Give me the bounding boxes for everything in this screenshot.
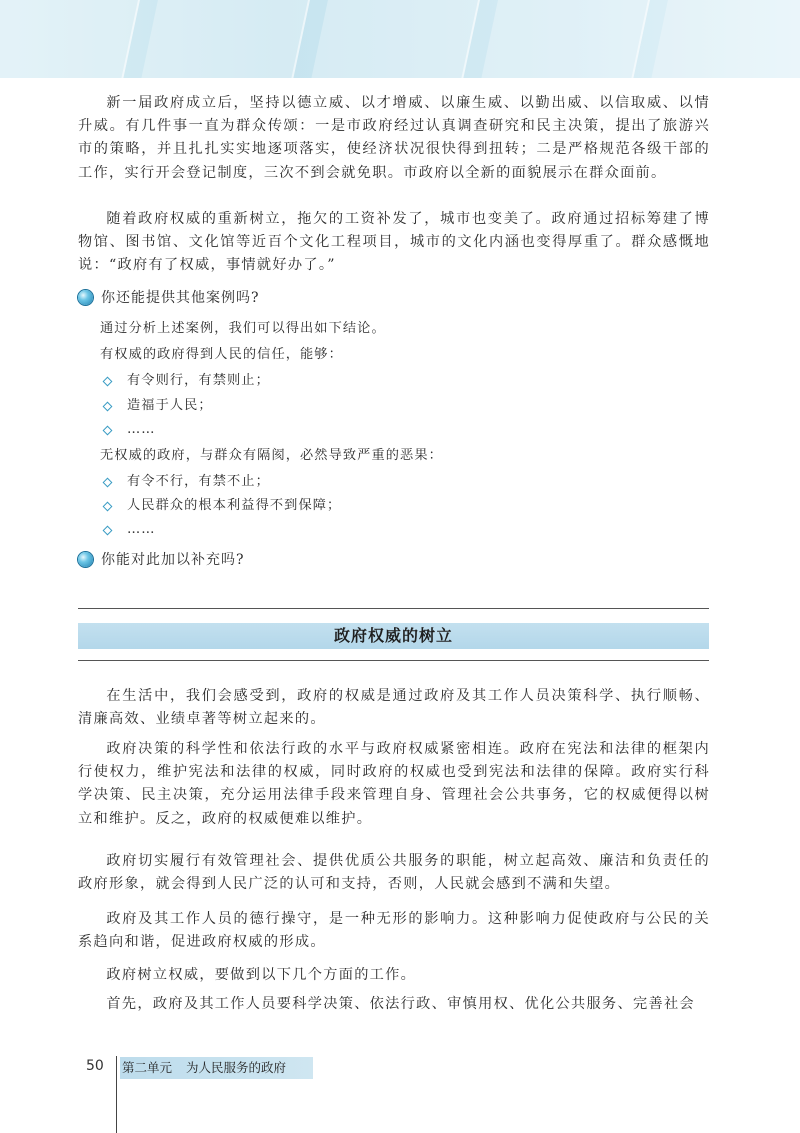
section-paragraph: 政府树立权威，要做到以下几个方面的工作。 — [106, 967, 417, 983]
case-paragraph: 随着政府权威的重新树立，拖欠的工资补发了，城市也变美了。政府通过招标筹建了博物馆、图书馆、文化馆等近百个文化工程项目，城市的文化内涵也变得厚重了。群众感慨地说：“政府有了权威，事情就好办了。” — [78, 211, 710, 274]
section-paragraph: 政府切实履行有效管理社会、提供优质公共服务的职能，树立起高效、廉洁和负责任的政府形象，就会得到人民广泛的认可和支持，否则，人民就会感到不满和失望。 — [78, 853, 710, 893]
list-item: …… — [102, 420, 156, 440]
section-paragraph: 首先，政府及其工作人员要科学决策、依法行政、审慎用权、优化公共服务、完善社会 — [106, 996, 695, 1012]
question-prompt — [78, 287, 260, 307]
analysis-intro: 通过分析上述案例，我们可以得出如下结论。 — [100, 321, 386, 336]
list-item: 有令则行，有禁则止； — [102, 371, 270, 391]
with-authority-lead: 有权威的政府得到人民的信任，能够： — [100, 347, 343, 362]
list-item: 造福于人民； — [102, 396, 213, 416]
question-prompt — [78, 549, 245, 569]
section-paragraph: 政府及其工作人员的德行操守，是一种无形的影响力。这种影响力促使政府与公民的关系趋向和谐，促进政府权威的形成。 — [78, 911, 710, 951]
header-tile — [140, 0, 312, 78]
diamond-bullet-icon — [103, 425, 113, 435]
list-item: …… — [102, 520, 156, 540]
footer-divider — [116, 1056, 117, 1133]
footer-unit-title: 为人民服务的政府 — [186, 1060, 287, 1075]
list-item: 有令不行，有禁不止； — [102, 472, 270, 492]
header-decoration — [0, 0, 800, 78]
section-bottom-rule — [78, 660, 709, 661]
diamond-bullet-icon — [103, 501, 113, 511]
without-authority-lead: 无权威的政府，与群众有隔阂，必然导致严重的恶果： — [100, 448, 443, 463]
section-top-rule — [78, 608, 709, 609]
case-paragraph: 新一届政府成立后，坚持以德立威、以才增威、以廉生威、以勤出威、以信取威、以情升威。有几件事一直为群众传颂：一是市政府经过认真调查研究和民主决策，提出了旅游兴市的策略，并且扎扎实实地逐项落实，使经济状况很快得到扭转；二是严格规范各级干部的工作，实行开会登记制度，三次不到会就免职。市政府以全新的面貌展示在群众面前。 — [78, 95, 710, 181]
footer-unit: 第二单元 — [122, 1060, 173, 1075]
bullet-circle-icon — [78, 290, 93, 305]
header-tile — [480, 0, 652, 78]
section-title: 政府权威的树立 — [78, 623, 709, 649]
list-item: 人民群众的根本利益得不到保障； — [102, 496, 341, 516]
header-tile — [0, 0, 142, 78]
diamond-bullet-icon — [103, 376, 113, 386]
diamond-bullet-icon — [103, 477, 113, 487]
section-paragraph: 在生活中，我们会感受到，政府的权威是通过政府及其工作人员决策科学、执行顺畅、清廉高效、业绩卓著等树立起来的。 — [78, 688, 710, 728]
question-text: 你还能提供其他案例吗? — [101, 290, 260, 306]
footer-unit-tab — [120, 1057, 313, 1079]
header-tile — [650, 0, 800, 78]
diamond-bullet-icon — [103, 525, 113, 535]
section-paragraph: 政府决策的科学性和依法行政的水平与政府权威紧密相连。政府在宪法和法律的框架内行使权力，维护宪法和法律的权威，同时政府的权威也受到宪法和法律的保障。政府实行科学决策、民主决策，充分运用法律手段来管理自身、管理社会公共事务，它的权威便得以树立和维护。反之，政府的权威便难以维护。 — [78, 741, 710, 827]
diamond-bullet-icon — [103, 401, 113, 411]
question-text: 你能对此加以补充吗? — [101, 552, 245, 568]
page-number: 50 — [86, 1058, 104, 1074]
bullet-circle-icon — [78, 552, 93, 567]
header-tile — [310, 0, 482, 78]
